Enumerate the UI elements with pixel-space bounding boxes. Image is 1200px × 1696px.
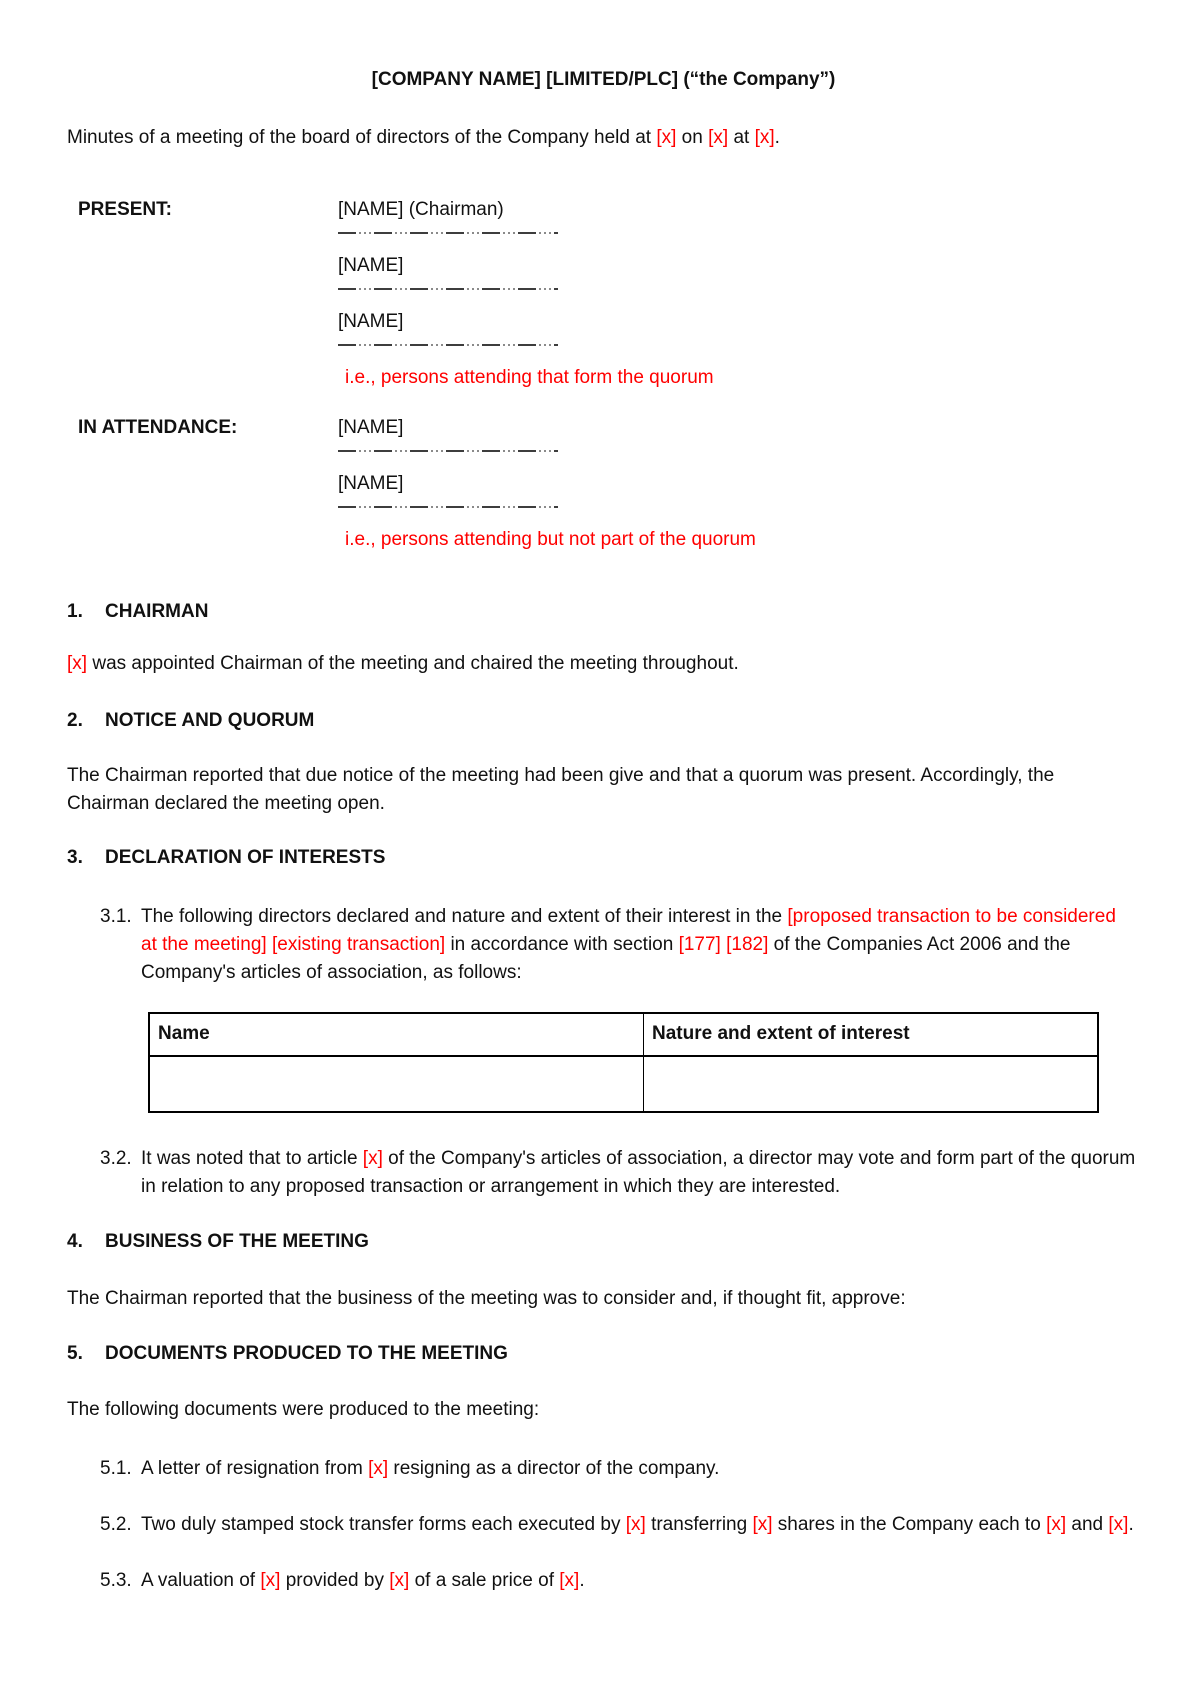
placeholder-x: [x] [1108, 1514, 1129, 1535]
clause-number: 5.3. [100, 1570, 132, 1591]
clause-fragment: It was noted that to article [141, 1148, 363, 1169]
clause-text [141, 1455, 1136, 1483]
section-number: 4. [67, 1231, 83, 1252]
signature-line [338, 506, 558, 508]
placeholder-x: [x] [656, 127, 677, 148]
section-title: BUSINESS OF THE MEETING [105, 1231, 369, 1252]
section-heading-declaration [67, 844, 1140, 872]
attendee-name: [NAME] [338, 417, 404, 438]
quorum-note: i.e., persons attending that form the quorum [345, 367, 714, 388]
placeholder-section-numbers: [177] [182] [678, 934, 769, 955]
table-row [149, 1056, 1098, 1112]
signature-line [338, 288, 558, 290]
intro-paragraph [67, 124, 1140, 152]
clause-fragment: . [1128, 1514, 1134, 1535]
table-header-name: Name [149, 1013, 644, 1056]
intro-text: at [728, 127, 755, 148]
clause-number: 3.2. [100, 1148, 132, 1169]
placeholder-x: [x] [559, 1570, 580, 1591]
present-section [67, 196, 1140, 414]
clause-fragment: A letter of resignation from [141, 1458, 369, 1479]
attendee-name: [NAME] (Chairman) [338, 199, 504, 220]
clause-fragment: provided by [280, 1570, 390, 1591]
page-title: [COMPANY NAME] [LIMITED/PLC] (“the Company”) [371, 69, 836, 90]
placeholder-x: [x] [260, 1570, 281, 1591]
clause-fragment: The following directors declared and nature and extent of their interest in the [141, 906, 788, 927]
attendance-names [338, 414, 1140, 598]
placeholder-x: [x] [752, 1514, 773, 1535]
section-title: CHAIRMAN [105, 601, 209, 622]
section-number: 1. [67, 601, 83, 622]
section-number: 2. [67, 710, 83, 731]
section-heading-documents [67, 1340, 1140, 1368]
section-heading-notice-quorum [67, 707, 1140, 735]
clause-fragment: of the Company's articles of association, a director may vote and form part of the quorum in relation to any proposed transaction or arrangement in which they are interested. [141, 1148, 1136, 1197]
placeholder-transaction: [proposed transaction to be considered at the meeting] [existing transaction] [141, 906, 1116, 955]
clause-fragment: and [1066, 1514, 1109, 1535]
attendee-name: [NAME] [338, 311, 404, 332]
placeholder-x: [x] [708, 127, 729, 148]
signature-line [338, 232, 558, 234]
attendee-name: [NAME] [338, 255, 404, 276]
clause-3-2 [100, 1145, 1140, 1201]
section-title: NOTICE AND QUORUM [105, 710, 315, 731]
clause-5-2 [100, 1511, 1140, 1539]
section-number: 3. [67, 847, 83, 868]
interests-table [148, 1012, 1099, 1113]
placeholder-x: [x] [1046, 1514, 1067, 1535]
attendee-name: [NAME] [338, 473, 404, 494]
clause-fragment: of the Companies Act 2006 and the Company's articles of association, as follows: [141, 934, 1071, 983]
signature-line [338, 450, 558, 452]
section-number: 5. [67, 1343, 83, 1364]
placeholder-x: [x] [754, 127, 775, 148]
section-heading-chairman [67, 598, 1140, 626]
clause-number: 5.2. [100, 1514, 132, 1535]
table-header-interest: Nature and extent of interest [644, 1013, 1099, 1056]
intro-text: on [676, 127, 709, 148]
clause-fragment: of a sale price of [409, 1570, 560, 1591]
intro-text: . [774, 127, 780, 148]
section-title: DECLARATION OF INTERESTS [105, 847, 386, 868]
present-label: PRESENT: [78, 199, 172, 220]
paragraph-text: was appointed Chairman of the meeting and chaired the meeting throughout. [87, 653, 739, 674]
placeholder-x: [x] [368, 1458, 389, 1479]
clause-fragment: resigning as a director of the company. [388, 1458, 720, 1479]
placeholder-x: [x] [362, 1148, 383, 1169]
attendance-label: IN ATTENDANCE: [78, 417, 238, 438]
clause-3-1 [100, 903, 1140, 987]
section-heading-business [67, 1228, 1140, 1256]
chairman-paragraph [67, 650, 1140, 678]
placeholder-x: [x] [67, 653, 88, 674]
table-cell-name [149, 1056, 644, 1112]
signature-line [338, 344, 558, 346]
clause-fragment: in accordance with section [445, 934, 679, 955]
business-paragraph: The Chairman reported that the business of the meeting was to consider and, if thought fit, approve: [67, 1288, 906, 1309]
attendance-section [67, 414, 1140, 598]
clause-text [141, 1511, 1136, 1539]
intro-text: Minutes of a meeting of the board of directors of the Company held at [67, 127, 657, 148]
table-cell-interest [644, 1056, 1099, 1112]
clause-text [141, 1145, 1136, 1201]
clause-fragment: Two duly stamped stock transfer forms each executed by [141, 1514, 626, 1535]
clause-number: 3.1. [100, 906, 132, 927]
clause-text [141, 903, 1136, 987]
placeholder-x: [x] [389, 1570, 410, 1591]
clause-fragment: A valuation of [141, 1570, 261, 1591]
non-quorum-note: i.e., persons attending but not part of the quorum [345, 529, 756, 550]
present-names [338, 196, 1140, 414]
clause-5-1 [100, 1455, 1140, 1483]
clause-fragment: shares in the Company each to [772, 1514, 1047, 1535]
documents-paragraph: The following documents were produced to the meeting: [67, 1399, 540, 1420]
placeholder-x: [x] [625, 1514, 646, 1535]
table-header-row [149, 1013, 1098, 1056]
section-title: DOCUMENTS PRODUCED TO THE MEETING [105, 1343, 508, 1364]
clause-fragment: . [579, 1570, 585, 1591]
notice-paragraph: The Chairman reported that due notice of the meeting had been give and that a quorum was present. Accordingly, the Chairman declared the meeting open. [67, 765, 1055, 814]
clause-5-3 [100, 1567, 1140, 1595]
clause-text [141, 1567, 1136, 1595]
clause-fragment: transferring [645, 1514, 753, 1535]
clause-number: 5.1. [100, 1458, 132, 1479]
